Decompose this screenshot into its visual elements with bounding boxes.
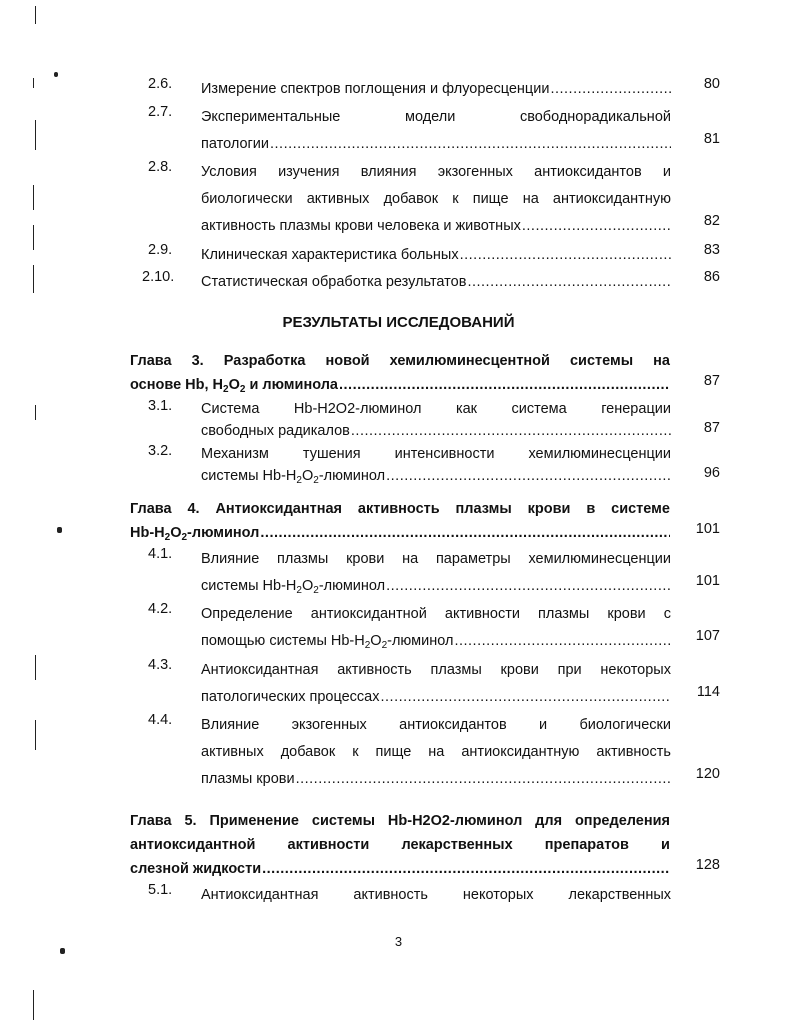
- entry-page: 120: [695, 766, 720, 782]
- chapter-title: слезной жидкости: [130, 861, 262, 877]
- toc-entry-4-1[interactable]: [130, 546, 720, 600]
- leader-dots: [262, 857, 670, 881]
- chapter-page: 87: [703, 373, 720, 389]
- chapter-title-line: Глава 4. Антиоксидантная активность плазмы крови в системе: [130, 501, 670, 517]
- entry-title-line: Антиоксидантная активность некоторых лекарственных: [201, 887, 671, 903]
- entry-title-line: Определение антиоксидантной активности плазмы крови с: [201, 606, 671, 622]
- scan-dot: [60, 948, 65, 954]
- entry-number: 4.3.: [148, 657, 173, 673]
- entry-title: активность плазмы крови человека и животных: [201, 218, 521, 234]
- toc-entry-2-7[interactable]: [130, 104, 720, 158]
- scan-mark: [33, 265, 34, 293]
- entry-number: 3.1.: [148, 398, 173, 414]
- leader-dots: [467, 269, 671, 296]
- entry-number: 2.6.: [148, 76, 173, 92]
- scan-mark: [35, 655, 36, 680]
- entry-number: 2.9.: [148, 242, 173, 258]
- entry-title-line: Влияние плазмы крови на параметры хемилюминесценции: [201, 551, 671, 567]
- toc-entry-5-1[interactable]: [130, 882, 720, 909]
- scan-mark: [35, 6, 36, 24]
- scan-mark: [33, 990, 34, 1020]
- leader-dots: [386, 465, 671, 487]
- entry-number: 3.2.: [148, 443, 173, 459]
- entry-page: 96: [703, 465, 720, 481]
- entry-title: патологических процессах: [201, 689, 380, 705]
- entry-title: Статистическая обработка результатов: [201, 274, 467, 290]
- entry-title: патологии: [201, 136, 269, 152]
- leader-dots: [381, 684, 672, 711]
- toc-chapter-4[interactable]: [130, 497, 720, 545]
- entry-title-line: Экспериментальные модели свободнорадикальной: [201, 109, 671, 125]
- entry-page: 82: [703, 213, 720, 229]
- entry-page: 83: [703, 242, 720, 258]
- toc-entry-2-8[interactable]: [130, 159, 720, 240]
- toc-entry-4-4[interactable]: [130, 712, 720, 793]
- entry-page: 81: [703, 131, 720, 147]
- toc-chapter-3[interactable]: [130, 349, 720, 397]
- toc-entry-3-1[interactable]: [130, 398, 720, 442]
- entry-title: помощью системы $Hb-H_2O_2$-люминол: [201, 633, 454, 651]
- scan-mark: [35, 405, 36, 420]
- entry-title: системы $Hb-H_2O_2$-люминол: [201, 578, 386, 596]
- entry-title-line: Влияние экзогенных антиоксидантов и биологически: [201, 717, 671, 733]
- leader-dots: [522, 213, 671, 240]
- entry-title-line: биологически активных добавок к пище на антиоксидантную: [201, 191, 671, 207]
- toc-chapter-5[interactable]: [130, 809, 720, 881]
- entry-page: 80: [703, 76, 720, 92]
- entry-page: 114: [696, 684, 720, 700]
- entry-title: плазмы крови: [201, 771, 295, 787]
- entry-number: 4.2.: [148, 601, 173, 617]
- toc-entry-2-9[interactable]: [130, 242, 720, 269]
- leader-dots: [454, 628, 671, 655]
- entry-title-line: Система Hb-H2O2-люминол как система генерации: [201, 401, 671, 417]
- entry-number: 4.4.: [148, 712, 173, 728]
- leader-dots: [386, 573, 671, 600]
- chapter-title-line: антиоксидантной активности лекарственных препаратов и: [130, 837, 670, 853]
- scan-dot: [57, 527, 62, 533]
- leader-dots: [550, 76, 671, 103]
- leader-dots: [296, 766, 671, 793]
- toc-entry-3-2[interactable]: [130, 443, 720, 487]
- chapter-title-line: Глава 3. Разработка новой хемилюминесцентной системы на: [130, 353, 670, 369]
- toc-entry-4-2[interactable]: [130, 601, 720, 655]
- leader-dots: [351, 420, 671, 442]
- scan-mark: [35, 720, 36, 750]
- scan-mark: [33, 78, 34, 88]
- entry-number: 2.10.: [142, 269, 175, 285]
- chapter-title-line: Глава 5. Применение системы Hb-H2O2-люминол для определения: [130, 813, 670, 829]
- entry-page: 87: [703, 420, 720, 436]
- scan-mark: [33, 225, 34, 250]
- leader-dots: [339, 373, 670, 397]
- page-number: 3: [394, 934, 403, 949]
- section-heading: РЕЗУЛЬТАТЫ ИССЛЕДОВАНИЙ: [282, 314, 515, 331]
- leader-dots: [270, 131, 671, 158]
- entry-page: 101: [695, 573, 720, 589]
- entry-title-line: Антиоксидантная активность плазмы крови при некоторых: [201, 662, 671, 678]
- entry-number: 4.1.: [148, 546, 173, 562]
- scan-mark: [33, 185, 34, 210]
- entry-title-line: Механизм тушения интенсивности хемилюминесценции: [201, 446, 671, 462]
- entry-title: Измерение спектров поглощения и флуоресценции: [201, 81, 550, 97]
- toc-entry-4-3[interactable]: [130, 657, 720, 711]
- entry-page: 86: [703, 269, 720, 285]
- scan-mark: [35, 120, 36, 150]
- entry-title: свободных радикалов: [201, 423, 350, 439]
- entry-title: системы $Hb-H_2O_2$-люминол: [201, 468, 386, 486]
- chapter-title: основе Hb, $H_2O_2$ и люминола: [130, 377, 338, 395]
- toc-entry-2-10[interactable]: [130, 269, 720, 296]
- entry-number: 2.8.: [148, 159, 173, 175]
- entry-page: 107: [695, 628, 720, 644]
- leader-dots: [260, 521, 670, 545]
- entry-number: 5.1.: [148, 882, 173, 898]
- chapter-page: 128: [695, 857, 720, 873]
- chapter-page: 101: [695, 521, 720, 537]
- entry-title-line: активных добавок к пище на антиоксидантную активность: [201, 744, 671, 760]
- leader-dots: [460, 242, 671, 269]
- chapter-title: $Hb-H_2O_2$-люминол: [130, 525, 260, 543]
- toc-entry-2-6[interactable]: [130, 76, 720, 103]
- entry-number: 2.7.: [148, 104, 173, 120]
- scan-dot: [54, 72, 58, 77]
- entry-title: Клиническая характеристика больных: [201, 247, 459, 263]
- entry-title-line: Условия изучения влияния экзогенных антиоксидантов и: [201, 164, 671, 180]
